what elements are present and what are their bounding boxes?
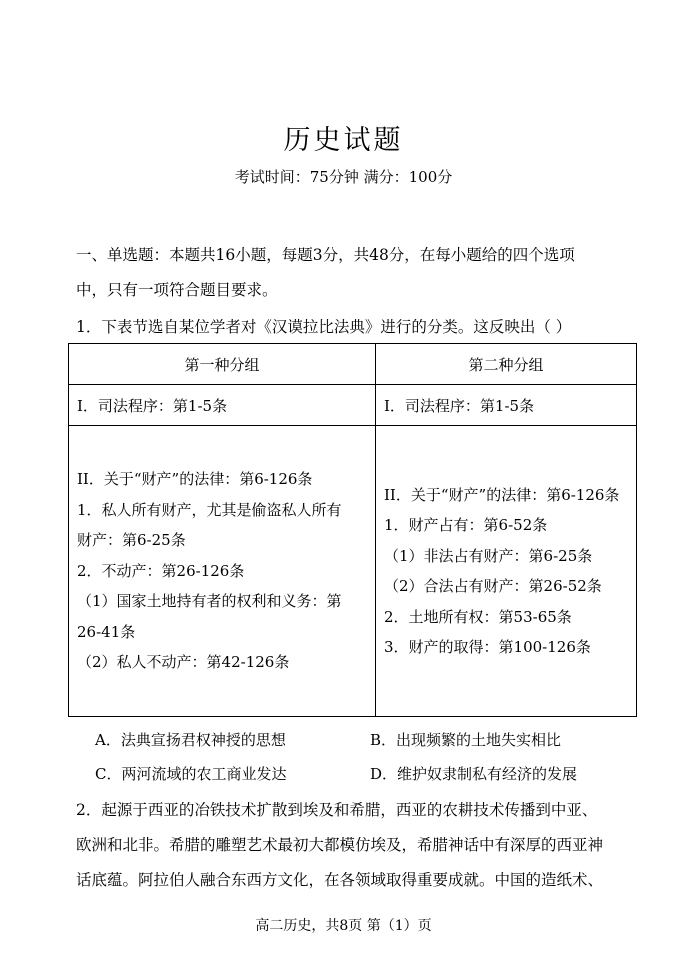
exam-info: 考试时间：75分钟 满分：100分 — [234, 168, 453, 186]
question-2-line-3: 话底蕴。阿拉伯人融合东西方文化，在各领域取得重要成就。中国的造纸术、 — [76, 871, 604, 889]
question-1-option-a[interactable]: A．法典宣扬君权神授的思想 — [95, 731, 286, 749]
table-header-grouping-1: 第一种分组 — [69, 344, 376, 385]
table-line: 1．财产占有：第6-52条 — [384, 516, 548, 534]
table-line: II．关于“财产”的法律：第6-126条 — [77, 470, 313, 489]
table-line: 3．财产的取得：第100-126条 — [384, 638, 591, 656]
section-instruction-line-1: 一、单选题：本题共16小题，每题3分，共48分，在每小题给的四个选项 — [76, 246, 575, 264]
table-line: 2．不动产：第26-126条 — [77, 561, 245, 580]
table-cell-property-1 — [69, 426, 376, 717]
table-line: 2．土地所有权：第53-65条 — [384, 607, 572, 626]
table-cell-procedure-2: I．司法程序：第1-5条 — [376, 385, 637, 426]
question-1-option-b[interactable]: B．出现频繁的土地失实相比 — [370, 731, 562, 749]
section-instruction-line-2: 中，只有一项符合题目要求。 — [76, 281, 278, 299]
table-line: （1）非法占有财产：第6-25条 — [384, 546, 593, 565]
table-line: 26-41条 — [77, 622, 136, 641]
table-line: （1）国家土地持有者的权利和义务：第 — [77, 592, 342, 611]
table-line: 1．私人所有财产，尤其是偷盗私人所有 — [77, 500, 342, 519]
question-1-option-c[interactable]: C．两河流域的农工商业发达 — [95, 765, 287, 783]
question-1-table — [68, 343, 637, 717]
table-line: II．关于“财产”的法律：第6-126条 — [384, 485, 620, 504]
table-line: 财产：第6-25条 — [77, 531, 186, 550]
page-footer: 高二历史，共8页 第（1）页 — [255, 918, 432, 934]
table-cell-procedure-1: I．司法程序：第1-5条 — [69, 385, 376, 426]
table-line: （2）合法占有财产：第26-52条 — [384, 577, 602, 595]
table-cell-property-2 — [376, 426, 637, 717]
question-2-line-2: 欧洲和北非。希腊的雕塑艺术最初大都模仿埃及，希腊神话中有深厚的西亚神 — [76, 836, 604, 854]
page-title: 历史试题 — [283, 125, 404, 156]
question-1-option-d[interactable]: D．维护奴隶制私有经济的发展 — [370, 765, 578, 783]
table-line: （2）私人不动产：第42-126条 — [77, 653, 290, 672]
table-header-grouping-2: 第二种分组 — [376, 344, 637, 385]
question-2-line-1: 2．起源于西亚的冶铁技术扩散到埃及和希腊，西亚的农耕技术传播到中亚、 — [76, 801, 598, 819]
question-1-stem: 1．下表节选自某位学者对《汉谟拉比法典》进行的分类。这反映出（ ） — [76, 318, 572, 336]
